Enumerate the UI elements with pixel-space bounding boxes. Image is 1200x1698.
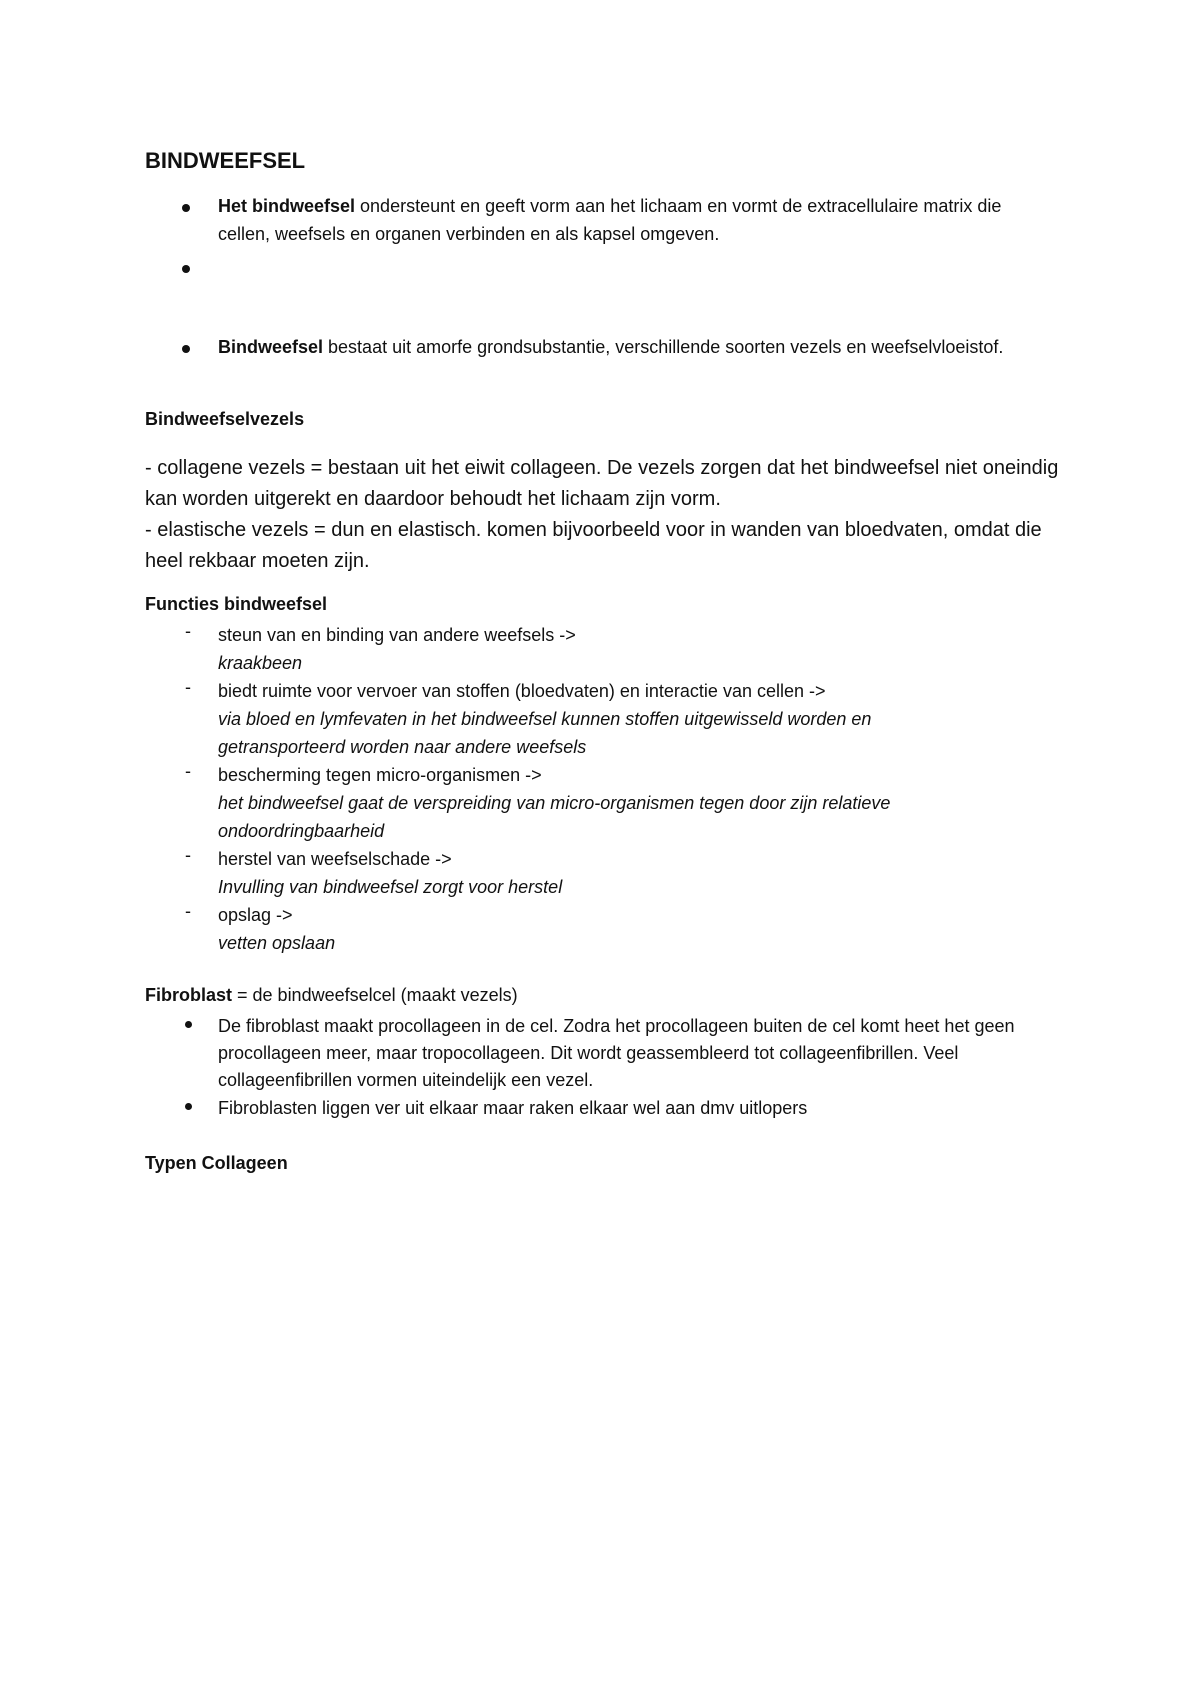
function-main: herstel van weefselschade -> [218,849,452,869]
bullet-icon [185,1021,192,1028]
bullet-icon [185,1103,192,1110]
list-item-text [218,333,1048,361]
fibroblast-definition: = de bindweefselcel (maakt vezels) [232,985,518,1005]
dash-marker: - [185,845,191,865]
function-main: steun van en binding van andere weefsels -> [218,625,576,645]
list-item-text: Fibroblasten liggen ver uit elkaar maar raken elkaar wel aan dmv uitlopers [218,1098,808,1118]
function-detail: vetten opslaan [218,933,336,953]
vezels-elastische: - elastische vezels = dun en elastisch. komen bijvoorbeeld voor in wanden van bloedvaten, omdat die heel rekbaar moeten zijn. [145,519,1042,572]
bullet-icon [182,204,190,212]
bullet-icon [182,345,190,353]
list-item-text [218,677,998,761]
function-main: opslag -> [218,905,293,925]
list-item-body: bestaat uit amorfe grondsubstantie, verschillende soorten vezels en weefselvloeistof. [323,337,1004,357]
section-heading: Bindweefselvezels [145,409,305,429]
function-detail: het bindweefsel gaat de verspreiding van micro-organismen tegen door zijn relatieve ondoordringbaarheid [218,793,891,841]
page-title: BINDWEEFSEL [145,148,306,173]
dash-marker: - [185,901,191,921]
bold-term: Bindweefsel [218,337,324,357]
function-main: bescherming tegen micro-organismen -> [218,765,542,785]
function-detail: via bloed en lymfevaten in het bindweefsel kunnen stoffen uitgewisseld worden en getransporteerd worden naar andere weefsels [218,709,872,757]
dash-marker: - [185,621,191,641]
list-item-body: ondersteunt en geeft vorm aan het lichaam en vormt de extracellulaire matrix die cellen, weefsels en organen verbinden en als kapsel omgeven. [218,196,1002,244]
list-item-text [218,192,1048,248]
section-heading: Functies bindweefsel [145,594,328,614]
dash-marker: - [185,677,191,697]
list-item-text [218,621,998,677]
bullet-icon [182,265,190,273]
section-heading: Typen Collageen [145,1153,288,1173]
section-heading [145,985,518,1006]
fibroblast-term: Fibroblast [145,985,233,1005]
list-item-text [218,761,998,845]
list-item-text [218,901,998,957]
function-detail: kraakbeen [218,653,303,673]
function-main: biedt ruimte voor vervoer van stoffen (bloedvaten) en interactie van cellen -> [218,681,826,701]
function-detail: Invulling van bindweefsel zorgt voor herstel [218,877,563,897]
list-item-text: De fibroblast maakt procollageen in de cel. Zodra het procollageen buiten de cel komt heet het geen procollageen meer, maar tropocollageen. Dit wordt geassembleerd tot collageenfibrillen. Veel collageenfibrillen vormen uiteindelijk een vezel. [218,1016,1015,1090]
list-item-text [218,845,998,901]
bold-term: Het bindweefsel [218,196,356,216]
dash-marker: - [185,761,191,781]
vezels-collagene: - collagene vezels = bestaan uit het eiwit collageen. De vezels zorgen dat het bindweefsel niet oneindig kan worden uitgerekt en daardoor behoudt het lichaam zijn vorm. [145,457,1059,510]
